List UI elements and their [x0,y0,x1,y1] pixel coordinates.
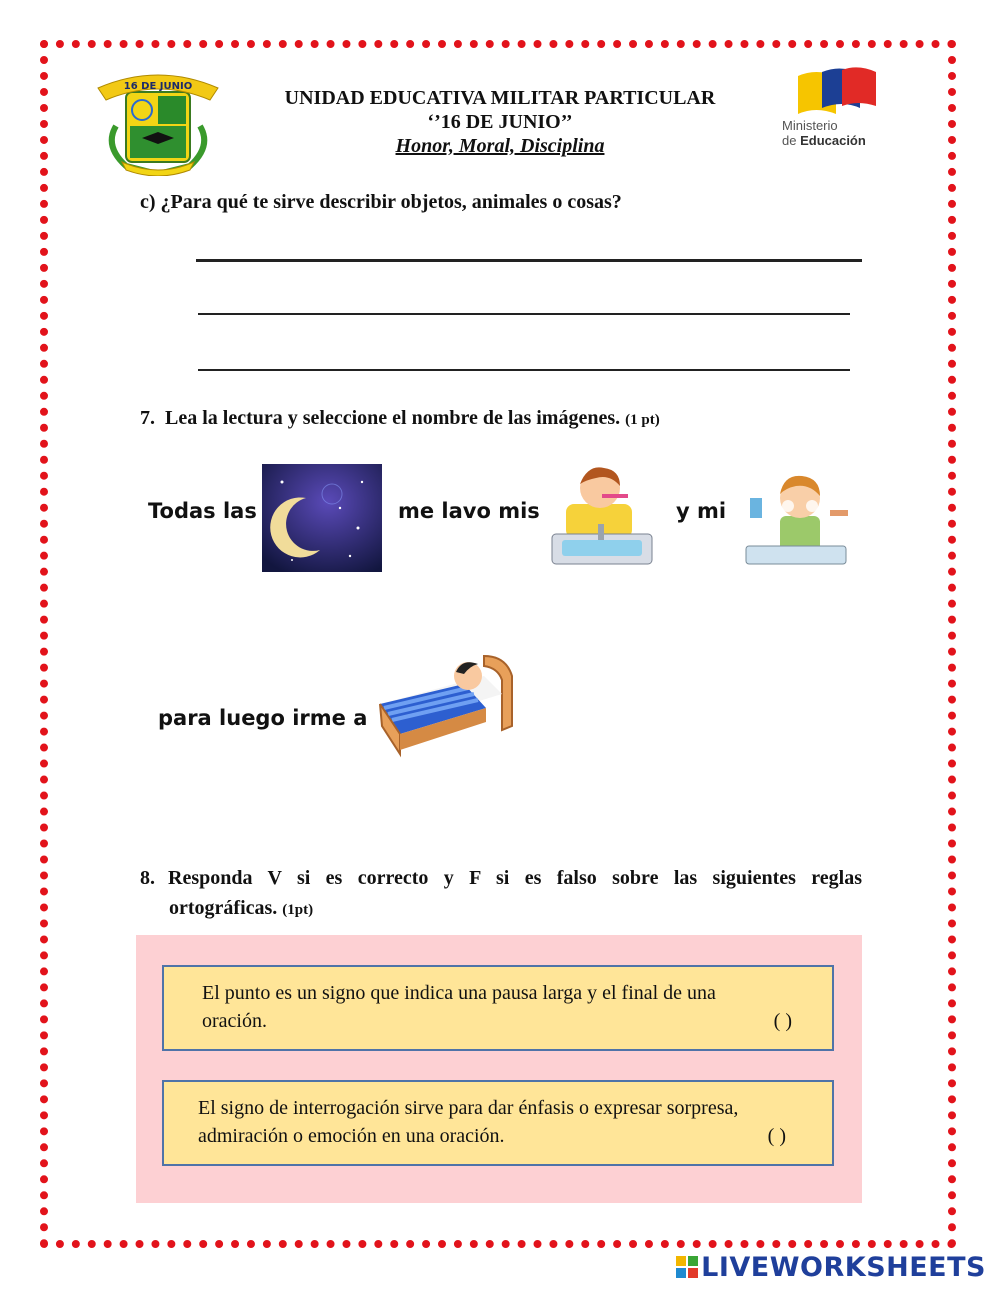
school-name: UNIDAD EDUCATIVA MILITAR PARTICULAR [284,87,716,109]
school-crest-logo [96,66,220,176]
ministry-prefix: de [782,133,801,148]
answer-line-2[interactable] [198,313,850,315]
ministry-education-logo [796,66,878,118]
ministry-bold: Educación [800,133,866,148]
liveworksheets-logo[interactable] [676,1252,986,1283]
statement-1-answer-box[interactable]: ( ) [773,1010,792,1032]
bed-image[interactable] [374,650,518,762]
ministry-text [782,118,892,148]
question-8-text-line2: ortográficas. [169,897,278,919]
night-moon-image[interactable] [262,464,382,572]
sentence-part-2: me lavo mis [398,499,540,523]
question-7-number: 7. [140,407,155,429]
sentence-part-4: para luego irme a [158,706,368,730]
statement-1-line1: El punto es un signo que indica una pausa larga y el final de una [202,982,716,1004]
question-c-text: c) ¿Para qué te sirve describir objetos, animales o cosas? [140,191,622,213]
ministry-line1: Ministerio [782,118,838,133]
liveworksheets-icon [676,1256,698,1278]
liveworksheets-text: LIVEWORKSHEETS [701,1252,986,1283]
sentence-part-3: y mi [676,499,727,523]
sentence-part-1: Todas las [148,499,257,523]
school-heading [220,86,780,158]
statement-2-line1: El signo de interrogación sirve para dar énfasis o expresar sorpresa, [198,1097,739,1119]
statement-card-2 [162,1080,834,1166]
statement-2-answer-box[interactable]: ( ) [767,1125,786,1147]
question-8 [140,863,862,925]
answer-line-1[interactable] [196,259,862,262]
question-7-points: (1 pt) [625,412,660,428]
question-7-text: Lea la lectura y seleccione el nombre de las imágenes. [165,407,621,429]
crest-banner-text: 16 DE JUNIO [123,81,193,92]
question-7 [140,407,660,430]
question-8-points: (1pt) [282,902,314,918]
washing-face-image[interactable] [740,466,852,570]
statement-2-line2: admiración o emoción en una oración. [198,1125,505,1147]
statement-card-1 [162,965,834,1051]
brushing-teeth-image[interactable] [548,460,656,568]
school-date-name: ‘’16 DE JUNIO’’ [427,111,573,133]
question-8-number: 8. [140,867,155,889]
true-false-panel [136,935,862,1203]
question-8-text-line1: Responda V si es correcto y F si es falso sobre las siguientes reglas [168,867,862,889]
school-motto: Honor, Moral, Disciplina [395,135,605,157]
statement-1-line2: oración. [202,1010,267,1032]
answer-line-3[interactable] [198,369,850,371]
